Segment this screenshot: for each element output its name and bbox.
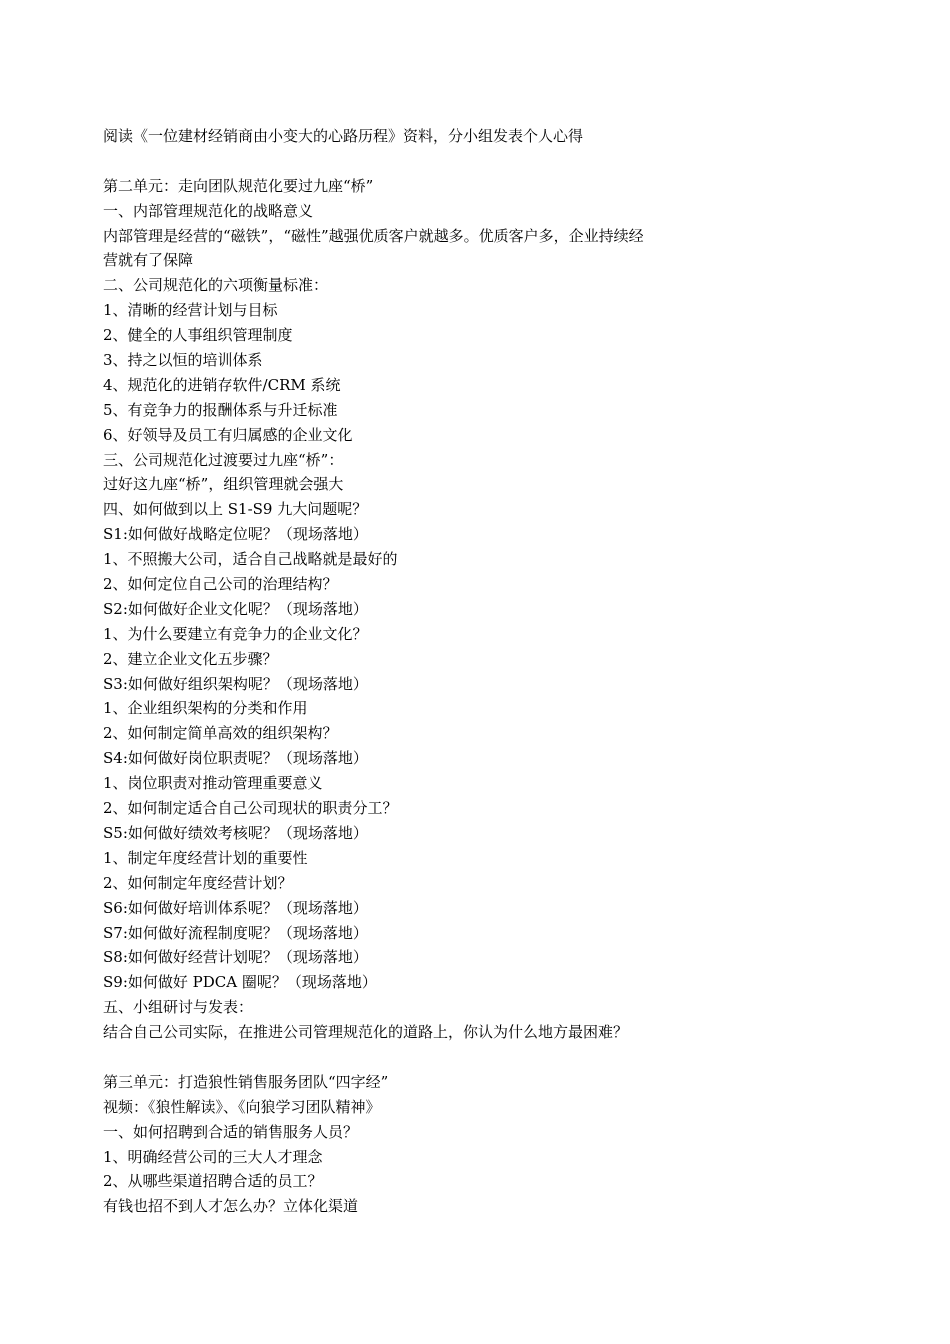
text-line: 一、如何招聘到合适的销售服务人员？ xyxy=(103,1122,359,1141)
text-line: 2、如何制定年度经营计划？ xyxy=(103,873,293,892)
text-line: 1、为什么要建立有竞争力的企业文化？ xyxy=(103,624,368,643)
text-line: 四、如何做到以上 S1-S9 九大问题呢？ xyxy=(103,500,368,519)
text-line: 有钱也招不到人才怎么办？立体化渠道 xyxy=(103,1197,359,1216)
text-line: S8:如何做好经营计划呢？（现场落地） xyxy=(103,948,368,967)
blank-line xyxy=(103,1045,863,1070)
document-body xyxy=(103,124,863,1219)
text-line: 五、小组研讨与发表： xyxy=(103,998,254,1017)
text-line: S9:如何做好 PDCA 圈呢？（现场落地） xyxy=(103,973,377,992)
text-line: 1、岗位职责对推动管理重要意义 xyxy=(103,774,323,793)
text-line: 1、企业组织架构的分类和作用 xyxy=(103,699,308,718)
text-line: 6、好领导及员工有归属感的企业文化 xyxy=(103,425,353,444)
text-line: 一、内部管理规范化的战略意义 xyxy=(103,201,314,220)
text-line: 过好这九座“桥”，组织管理就会强大 xyxy=(103,475,344,494)
text-line: S2:如何做好企业文化呢？（现场落地） xyxy=(103,599,368,618)
text-line: 2、建立企业文化五步骤？ xyxy=(103,649,278,668)
text-line: S4:如何做好岗位职责呢？（现场落地） xyxy=(103,749,368,768)
text-line: 5、有竞争力的报酬体系与升迁标准 xyxy=(103,400,338,419)
text-line: 视频：《狼性解读》、《向狼学习团队精神》 xyxy=(103,1097,381,1116)
text-line: 2、从哪些渠道招聘合适的员工？ xyxy=(103,1172,323,1191)
text-line: 二、公司规范化的六项衡量标准： xyxy=(103,276,329,295)
text-line: 营就有了保障 xyxy=(103,251,194,270)
text-line: 第三单元：打造狼性销售服务团队“四字经” xyxy=(103,1072,389,1091)
text-line: 第二单元：走向团队规范化要过九座“桥” xyxy=(103,176,374,195)
text-line: 2、如何制定简单高效的组织架构？ xyxy=(103,724,338,743)
text-line: 结合自己公司实际，在推进公司管理规范化的道路上，你认为什么地方最困难？ xyxy=(103,1023,629,1042)
blank-line xyxy=(103,149,863,174)
text-line: 1、清晰的经营计划与目标 xyxy=(103,301,278,320)
text-line: 阅读《一位建材经销商由小变大的心路历程》资料，分小组发表个人心得 xyxy=(103,127,584,145)
text-line: 内部管理是经营的“磁铁”，“磁性”越强优质客户就越多。优质客户多，企业持续经 xyxy=(103,226,644,245)
text-line: S7:如何做好流程制度呢？（现场落地） xyxy=(103,923,368,942)
text-line: 2、如何定位自己公司的治理结构？ xyxy=(103,575,338,594)
text-line: 1、不照搬大公司，适合自己战略就是最好的 xyxy=(103,550,398,569)
text-line: 2、如何制定适合自己公司现状的职责分工？ xyxy=(103,799,398,818)
text-line: 2、健全的人事组织管理制度 xyxy=(103,326,293,345)
text-line: S1:如何做好战略定位呢？（现场落地） xyxy=(103,525,368,544)
text-line: 4、规范化的进销存软件/CRM 系统 xyxy=(103,375,341,394)
text-line: S6:如何做好培训体系呢？（现场落地） xyxy=(103,898,368,917)
text-line: 3、持之以恒的培训体系 xyxy=(103,351,263,370)
text-line: 1、制定年度经营计划的重要性 xyxy=(103,848,308,867)
text-line: 三、公司规范化过渡要过九座“桥”： xyxy=(103,450,344,469)
text-line: 1、明确经营公司的三大人才理念 xyxy=(103,1147,323,1166)
text-line: S5:如何做好绩效考核呢？（现场落地） xyxy=(103,823,368,842)
text-line: S3:如何做好组织架构呢？（现场落地） xyxy=(103,674,368,693)
